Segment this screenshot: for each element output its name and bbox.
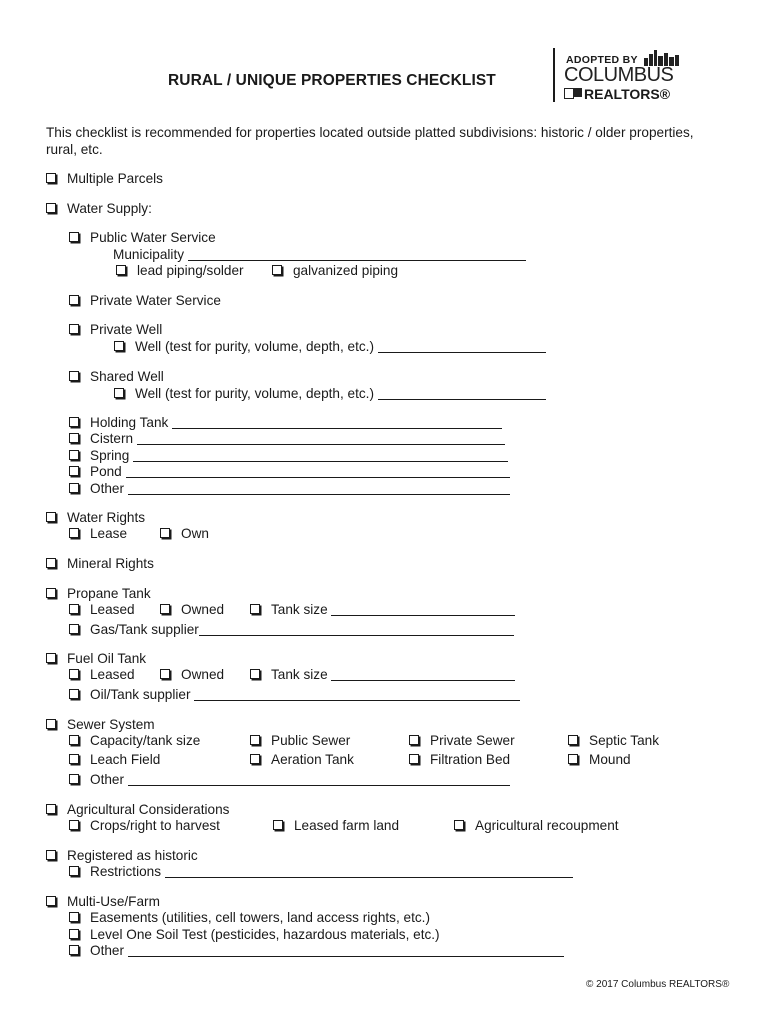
municipality-field[interactable]: Municipality	[113, 247, 526, 263]
checkbox-icon[interactable]	[69, 371, 79, 381]
checklist-item[interactable]: Registered as historic	[46, 848, 198, 864]
checkbox-icon[interactable]	[69, 912, 79, 922]
blank-line[interactable]	[378, 386, 546, 400]
checkbox-icon[interactable]	[69, 528, 79, 538]
checkbox-icon[interactable]	[46, 804, 56, 814]
checkbox-icon[interactable]	[273, 820, 283, 830]
checklist-item[interactable]: Shared Well	[69, 369, 164, 385]
checkbox-icon[interactable]	[69, 929, 79, 939]
checklist-item[interactable]: Propane Tank	[46, 586, 151, 602]
checkbox-icon[interactable]	[69, 232, 79, 242]
checkbox-icon[interactable]	[46, 588, 56, 598]
checkbox-icon[interactable]	[46, 512, 56, 522]
equal-housing-icon	[574, 88, 582, 97]
checklist-item[interactable]: Capacity/tank size	[69, 733, 200, 749]
blank-line[interactable]	[126, 464, 510, 478]
logo-divider	[553, 48, 555, 102]
checkbox-icon[interactable]	[116, 265, 126, 275]
checkbox-icon[interactable]	[250, 735, 260, 745]
checkbox-icon[interactable]	[250, 604, 260, 614]
page-title: RURAL / UNIQUE PROPERTIES CHECKLIST	[168, 72, 496, 89]
checkbox-icon[interactable]	[69, 735, 79, 745]
checklist-item[interactable]: Leased	[69, 667, 135, 683]
checkbox-icon[interactable]	[69, 604, 79, 614]
checklist-item[interactable]: Other	[69, 481, 510, 497]
checkbox-icon[interactable]	[69, 295, 79, 305]
checkbox-icon[interactable]	[160, 669, 170, 679]
checklist-item[interactable]: Level One Soil Test (pesticides, hazardous materials, etc.)	[69, 927, 440, 943]
checklist-item[interactable]: Tank size	[250, 667, 515, 683]
checklist-item[interactable]: Septic Tank	[568, 733, 659, 749]
checkbox-icon[interactable]	[69, 450, 79, 460]
blank-line[interactable]	[165, 864, 573, 878]
blank-line[interactable]	[331, 667, 515, 681]
checkbox-icon[interactable]	[46, 203, 56, 213]
checklist-item[interactable]: Well (test for purity, volume, depth, etc.)	[114, 386, 546, 402]
checklist-item[interactable]: Other	[69, 772, 510, 788]
checkbox-icon[interactable]	[409, 754, 419, 764]
blank-line[interactable]	[128, 943, 564, 957]
blank-line[interactable]	[331, 602, 515, 616]
checklist-item[interactable]: Well (test for purity, volume, depth, etc.)	[114, 339, 546, 355]
blank-line[interactable]	[137, 431, 505, 445]
logo-columbus: COLUMBUS	[564, 64, 674, 86]
checklist-item[interactable]: Owned	[160, 602, 224, 618]
checklist-item[interactable]: Owned	[160, 667, 224, 683]
columbus-realtors-logo	[564, 48, 684, 104]
checkbox-icon[interactable]	[69, 466, 79, 476]
checkbox-icon[interactable]	[69, 669, 79, 679]
checklist-item[interactable]: Water Rights	[46, 510, 145, 526]
checklist-item[interactable]: Water Supply:	[46, 201, 152, 217]
checklist-item[interactable]: Easements (utilities, cell towers, land access rights, etc.)	[69, 910, 430, 926]
checklist-item[interactable]: Holding Tank	[69, 415, 502, 431]
checkbox-icon[interactable]	[46, 719, 56, 729]
checklist-item[interactable]: Private Water Service	[69, 293, 221, 309]
blank-line[interactable]	[172, 415, 502, 429]
checkbox-icon[interactable]	[250, 669, 260, 679]
checkbox-icon[interactable]	[114, 388, 124, 398]
checklist-item[interactable]: Leach Field	[69, 752, 160, 768]
checklist-item[interactable]: Crops/right to harvest	[69, 818, 220, 834]
intro-text: This checklist is recommended for properties located outside platted subdivisions: historic / older properties, rural, etc.	[46, 125, 694, 157]
checklist-item[interactable]: Multiple Parcels	[46, 171, 163, 187]
blank-line[interactable]	[128, 481, 510, 495]
checklist-item[interactable]: Tank size	[250, 602, 515, 618]
checkbox-icon[interactable]	[69, 774, 79, 784]
checklist-item[interactable]: Restrictions	[69, 864, 573, 880]
checklist-item[interactable]: Private Sewer	[409, 733, 515, 749]
blank-line[interactable]	[128, 772, 510, 786]
blank-line[interactable]	[199, 622, 514, 636]
blank-line[interactable]	[133, 448, 508, 462]
blank-line[interactable]	[194, 687, 520, 701]
checklist-item[interactable]: Other	[69, 943, 564, 959]
checklist-item[interactable]: Gas/Tank supplier	[69, 622, 514, 638]
realtor-r-icon	[564, 88, 574, 99]
checkbox-icon[interactable]	[69, 324, 79, 334]
checklist-item[interactable]: Sewer System	[46, 717, 155, 733]
checklist-item[interactable]: Own	[160, 526, 209, 542]
blank-line[interactable]	[378, 339, 546, 353]
checkbox-icon[interactable]	[69, 689, 79, 699]
checkbox-icon[interactable]	[69, 945, 79, 955]
checkbox-icon[interactable]	[69, 483, 79, 493]
checkbox-icon[interactable]	[46, 850, 56, 860]
checkbox-icon[interactable]	[69, 820, 79, 830]
checklist-item[interactable]: Lease	[69, 526, 127, 542]
checklist-item[interactable]: Public Sewer	[250, 733, 350, 749]
checklist-item[interactable]: Spring	[69, 448, 508, 464]
checkbox-icon[interactable]	[46, 173, 56, 183]
checkbox-icon[interactable]	[46, 653, 56, 663]
checkbox-icon[interactable]	[454, 820, 464, 830]
checklist-item[interactable]: galvanized piping	[272, 263, 398, 279]
checkbox-icon[interactable]	[250, 754, 260, 764]
checklist-item[interactable]: Public Water Service	[69, 230, 216, 246]
checklist-item[interactable]: Mineral Rights	[46, 556, 154, 572]
copyright-footer: © 2017 Columbus REALTORS®	[586, 979, 730, 990]
checklist-item[interactable]: Fuel Oil Tank	[46, 651, 146, 667]
checkbox-icon[interactable]	[568, 754, 578, 764]
checklist-item[interactable]: Oil/Tank supplier	[69, 687, 520, 703]
checkbox-icon[interactable]	[568, 735, 578, 745]
checklist-item[interactable]: Mound	[568, 752, 631, 768]
checkbox-icon[interactable]	[69, 417, 79, 427]
checkbox-icon[interactable]	[69, 433, 79, 443]
checklist-item[interactable]: Leased farm land	[273, 818, 399, 834]
checkbox-icon[interactable]	[46, 896, 56, 906]
checkbox-icon[interactable]	[160, 604, 170, 614]
checklist-item[interactable]: Cistern	[69, 431, 505, 447]
checklist-item[interactable]: lead piping/solder	[116, 263, 244, 279]
checklist-item[interactable]: Leased	[69, 602, 135, 618]
checkbox-icon[interactable]	[160, 528, 170, 538]
checkbox-icon[interactable]	[69, 866, 79, 876]
checkbox-icon[interactable]	[409, 735, 419, 745]
logo-realtors: REALTORS®	[584, 86, 671, 102]
checkbox-icon[interactable]	[114, 341, 124, 351]
checkbox-icon[interactable]	[46, 558, 56, 568]
checkbox-icon[interactable]	[69, 624, 79, 634]
checklist-item[interactable]: Pond	[69, 464, 510, 480]
logo-adopted-by: ADOPTED BY	[566, 54, 638, 66]
checklist-item[interactable]: Filtration Bed	[409, 752, 510, 768]
checkbox-icon[interactable]	[69, 754, 79, 764]
checklist-item[interactable]: Agricultural Considerations	[46, 802, 229, 818]
checkbox-icon[interactable]	[272, 265, 282, 275]
checklist-item[interactable]: Agricultural recoupment	[454, 818, 619, 834]
blank-line[interactable]	[188, 247, 526, 261]
checklist-item[interactable]: Multi-Use/Farm	[46, 894, 160, 910]
checklist-item[interactable]: Aeration Tank	[250, 752, 354, 768]
checklist-item[interactable]: Private Well	[69, 322, 162, 338]
